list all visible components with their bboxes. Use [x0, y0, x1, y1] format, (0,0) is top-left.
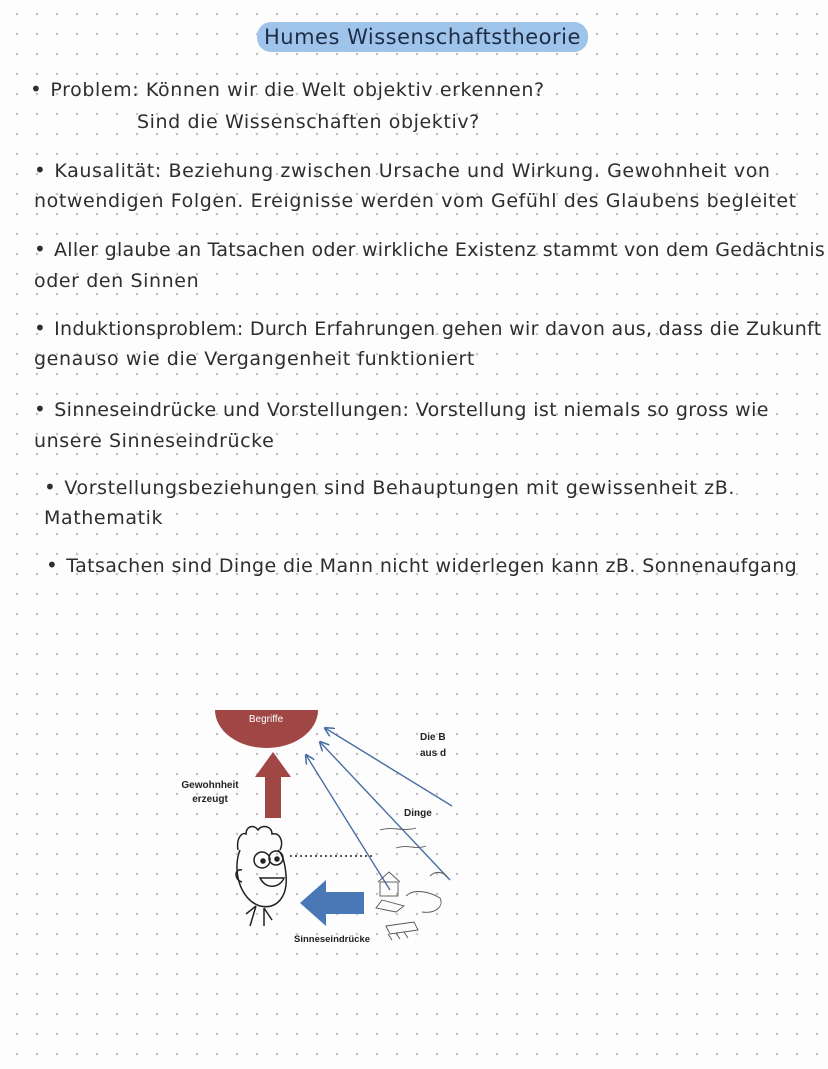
person-icon — [236, 827, 286, 926]
note-line-glaube-cont: oder den Sinnen — [34, 270, 200, 292]
note-line-sinneseindruecke: • Sinneseindrücke und Vorstellungen: Vorstellung ist niemals so gross wie — [34, 396, 769, 423]
hume-diagram — [160, 700, 460, 960]
note-line-glaube: • Aller glaube an Tatsachen oder wirkliche Existenz stammt von dem Gedächtnis — [34, 236, 825, 263]
dinge-label: Dinge — [404, 808, 432, 819]
gewohnheit-label: Gewohnheit — [181, 780, 239, 791]
note-line-vorstellungsbeziehungen: • Vorstellungsbeziehungen sind Behauptungen mit gewissenheit zB. — [44, 474, 735, 501]
note-line-problem-cont: Sind die Wissenschaften objektiv? — [137, 111, 480, 133]
note-line-kausalitaet-cont: notwendigen Folgen. Ereignisse werden vom Gefühl des Glaubens begleitet — [34, 190, 797, 212]
note-line-tatsachen: • Tatsachen sind Dinge die Mann nicht widerlegen kann zB. Sonnenaufgang — [46, 552, 797, 579]
perception-line-1 — [306, 755, 390, 890]
arrow-left-icon — [300, 880, 364, 926]
sinneseindruecke-label: Sinneseindrücke — [294, 934, 371, 945]
note-line-vorstellungsbeziehungen-cont: Mathematik — [44, 507, 164, 529]
note-line-induktion: • Induktionsproblem: Durch Erfahrungen gehen wir davon aus, dass die Zukunft — [34, 315, 821, 342]
page-title: Humes Wissenschaftstheorie — [257, 22, 588, 52]
erzeugt-label: erzeugt — [192, 794, 228, 805]
note-line-sinneseindruecke-cont: unsere Sinneseindrücke — [34, 430, 275, 452]
note-line-problem: • Problem: Können wir die Welt objektiv erkennen? — [30, 76, 545, 103]
note-line-kausalitaet: • Kausalität: Beziehung zwischen Ursache und Wirkung. Gewohnheit von — [34, 157, 771, 184]
arrow-up-icon — [255, 752, 291, 818]
note-line-induktion-cont: genauso wie die Vergangenheit funktioniert — [34, 348, 475, 370]
begriffe-label: Begriffe — [248, 714, 284, 725]
die-b-label: Die B — [420, 732, 446, 743]
aus-d-label: aus d — [420, 748, 447, 759]
